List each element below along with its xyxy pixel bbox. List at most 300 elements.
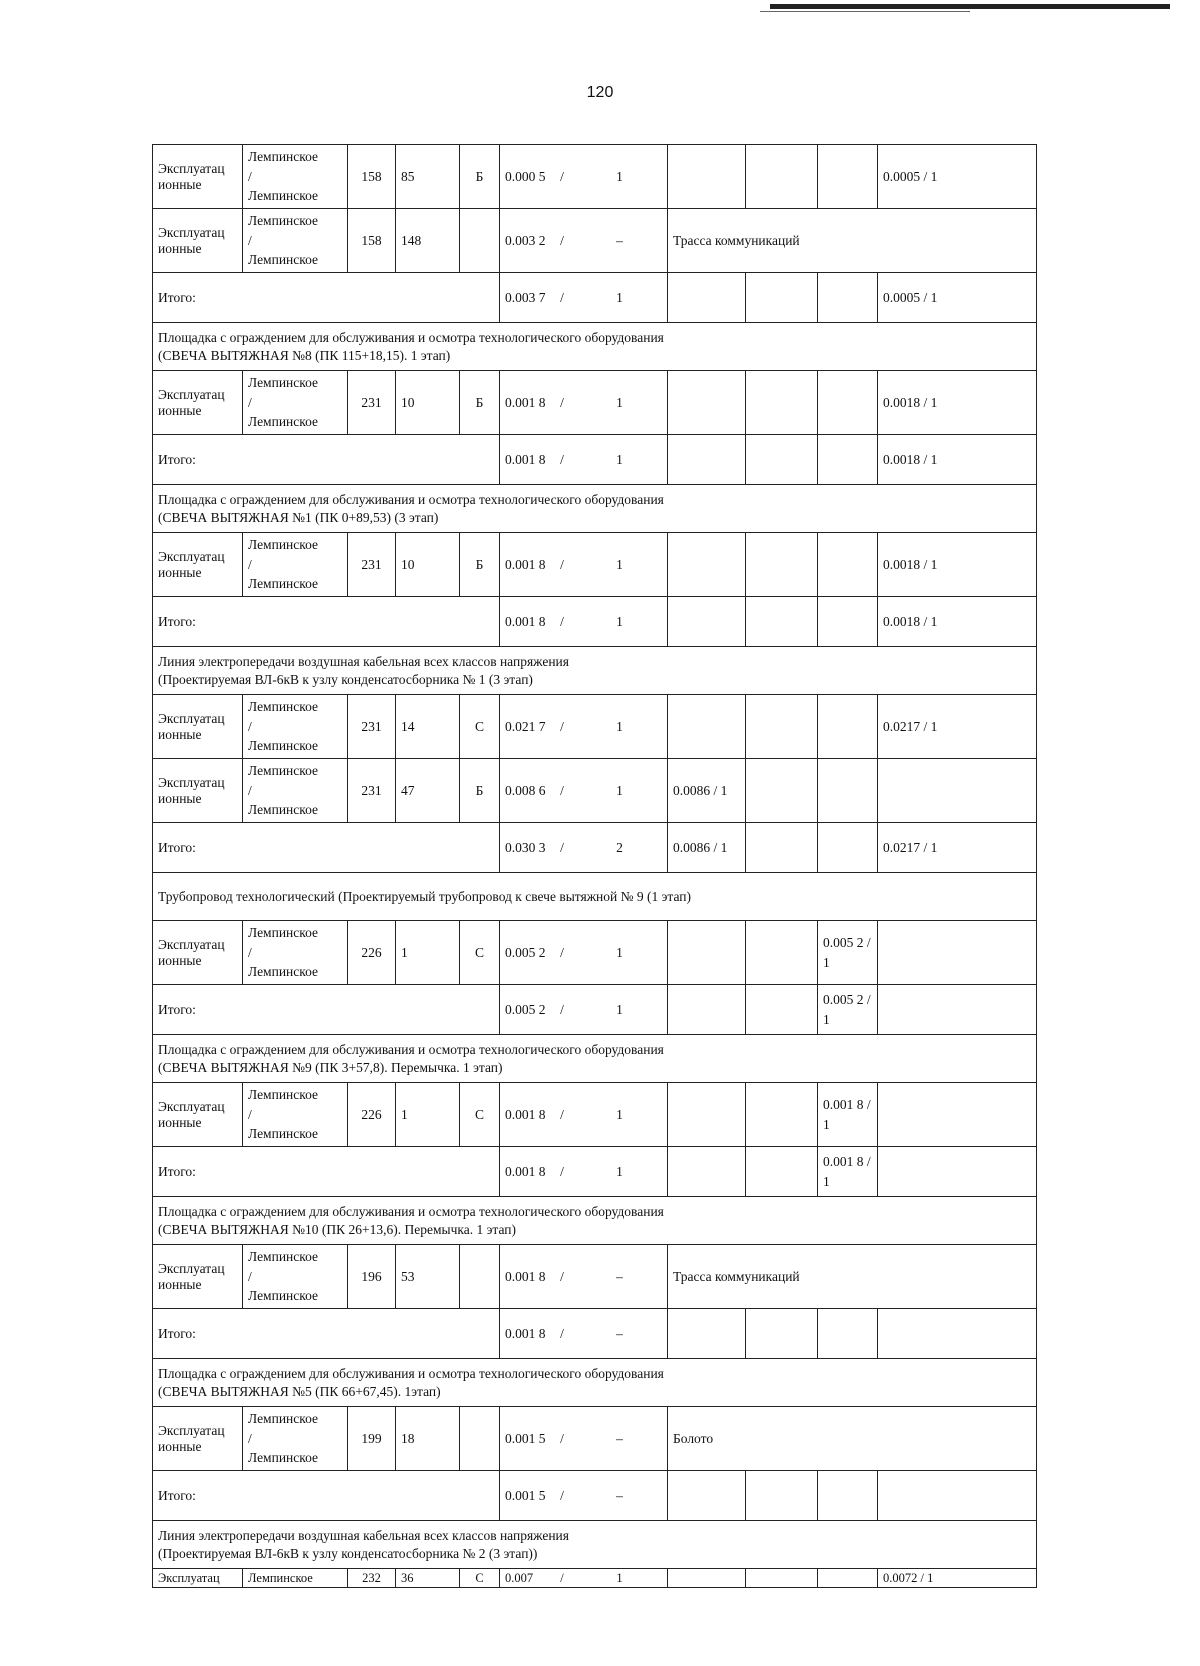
quantity-area: 0.007 bbox=[505, 1570, 534, 1585]
value-cell-c1 bbox=[668, 985, 746, 1035]
section-title-cell bbox=[153, 873, 1037, 921]
quantity-cell-content bbox=[505, 781, 662, 801]
value-cell-c3 bbox=[818, 371, 878, 435]
value-cell-c3 bbox=[818, 1569, 878, 1588]
quantity-cell-content bbox=[505, 393, 662, 413]
section-title-cell bbox=[153, 1521, 1037, 1569]
quantity-cell bbox=[500, 823, 668, 873]
district-separator: / bbox=[248, 168, 252, 184]
table-row bbox=[153, 533, 1037, 597]
value-cell-c1 bbox=[668, 371, 746, 435]
section-header-row bbox=[153, 873, 1037, 921]
district-bottom: Лемпинское bbox=[248, 964, 319, 980]
table-row bbox=[153, 371, 1037, 435]
district-cell bbox=[243, 921, 348, 985]
quantity-cell-content bbox=[505, 943, 662, 963]
value-cell-c1 bbox=[668, 1569, 746, 1588]
district-bottom: Лемпинское bbox=[248, 414, 319, 430]
quantity-count: – bbox=[616, 1487, 623, 1503]
value-text: 0.0005 / 1 bbox=[883, 289, 938, 305]
section-title-line1: Площадка с ограждением для обслуживания и осмотра технологического оборудования bbox=[158, 1365, 664, 1381]
quantity-cell bbox=[500, 759, 668, 823]
value-text: 0.0217 / 1 bbox=[883, 718, 938, 734]
total-label: Итого: bbox=[153, 273, 500, 323]
district-stack bbox=[248, 1085, 342, 1144]
section-header-row bbox=[153, 485, 1037, 533]
category-cell: Эксплуатац ионные bbox=[153, 533, 243, 597]
district-cell bbox=[243, 1245, 348, 1309]
group-cell: Б bbox=[460, 371, 500, 435]
kvartal-cell: 158 bbox=[348, 209, 396, 273]
district-cell bbox=[243, 371, 348, 435]
quantity-separator: / bbox=[560, 1001, 564, 1017]
section-title-line2: (Проектируемая ВЛ-6кВ к узлу конденсатосборника № 2 (3 этап)) bbox=[158, 1545, 538, 1561]
kvartal-cell: 231 bbox=[348, 695, 396, 759]
value-cell-c2 bbox=[746, 273, 818, 323]
value-cell-c3 bbox=[818, 759, 878, 823]
section-title-cell bbox=[153, 1035, 1037, 1083]
category-cell: Эксплуатац ионные bbox=[153, 1245, 243, 1309]
district-top: Лемпинское bbox=[248, 375, 319, 391]
quantity-count: 1 bbox=[616, 1163, 623, 1179]
section-title-cell bbox=[153, 323, 1037, 371]
value-text: 0.0072 / 1 bbox=[883, 1571, 934, 1585]
kvartal-cell: 226 bbox=[348, 1083, 396, 1147]
district-stack bbox=[248, 697, 342, 756]
district-separator: / bbox=[248, 782, 252, 798]
district-top: Лемпинское bbox=[248, 925, 319, 941]
group-cell: Б bbox=[460, 145, 500, 209]
page-number: 120 bbox=[586, 84, 614, 101]
note-cell: Трасса коммуникаций bbox=[668, 209, 1037, 273]
vydel-cell: 1 bbox=[396, 921, 460, 985]
section-title-cell bbox=[153, 1197, 1037, 1245]
section-title-line2: (СВЕЧА ВЫТЯЖНАЯ №8 (ПК 115+18,15). 1 этап) bbox=[158, 347, 451, 363]
district-cell bbox=[243, 145, 348, 209]
section-title-line1: Площадка с ограждением для обслуживания и осмотра технологического оборудования bbox=[158, 491, 664, 507]
group-cell bbox=[460, 1245, 500, 1309]
total-row bbox=[153, 597, 1037, 647]
quantity-cell-content bbox=[505, 555, 662, 575]
value-cell-c2 bbox=[746, 695, 818, 759]
quantity-count: 1 bbox=[616, 613, 623, 629]
quantity-area: 0.001 8 bbox=[505, 1163, 546, 1179]
table-container bbox=[152, 144, 1036, 1588]
table-row bbox=[153, 145, 1037, 209]
category-cell: Эксплуатац ионные bbox=[153, 1083, 243, 1147]
quantity-area: 0.001 8 bbox=[505, 1325, 546, 1341]
quantity-cell-content bbox=[505, 288, 662, 308]
quantity-area: 0.001 8 bbox=[505, 1268, 546, 1284]
total-row bbox=[153, 985, 1037, 1035]
quantity-cell bbox=[500, 533, 668, 597]
quantity-count: 1 bbox=[616, 718, 623, 734]
district-top: Лемпинское bbox=[248, 537, 319, 553]
value-cell-c4 bbox=[878, 1569, 1037, 1588]
quantity-cell-content bbox=[505, 450, 662, 470]
quantity-cell-content bbox=[505, 1162, 662, 1182]
note-cell: Болото bbox=[668, 1407, 1037, 1471]
district-separator: / bbox=[248, 232, 252, 248]
kvartal-cell: 199 bbox=[348, 1407, 396, 1471]
quantity-cell bbox=[500, 1083, 668, 1147]
value-cell-c2 bbox=[746, 1569, 818, 1588]
note-cell: Трасса коммуникаций bbox=[668, 1245, 1037, 1309]
value-cell-c3 bbox=[818, 273, 878, 323]
value-cell-c3 bbox=[818, 985, 878, 1035]
quantity-count: – bbox=[616, 1430, 623, 1446]
kvartal-cell: 196 bbox=[348, 1245, 396, 1309]
district-cell bbox=[243, 759, 348, 823]
quantity-area: 0.003 2 bbox=[505, 232, 546, 248]
district-cell bbox=[243, 1407, 348, 1471]
quantity-count: 1 bbox=[616, 289, 623, 305]
value-cell-c2 bbox=[746, 985, 818, 1035]
district-top: Лемпинское bbox=[248, 1249, 319, 1265]
vydel-cell: 148 bbox=[396, 209, 460, 273]
value-cell-c1 bbox=[668, 597, 746, 647]
value-cell-c1 bbox=[668, 1147, 746, 1197]
quantity-cell-content bbox=[505, 838, 662, 858]
section-title-line1: Линия электропередачи воздушная кабельная всех классов напряжения bbox=[158, 653, 569, 669]
value-text: 0.001 8 / 1 bbox=[823, 1153, 871, 1189]
value-cell-c1 bbox=[668, 695, 746, 759]
value-cell-c3 bbox=[818, 435, 878, 485]
district-top: Лемпинское bbox=[248, 699, 319, 715]
section-title-line2: (СВЕЧА ВЫТЯЖНАЯ №9 (ПК 3+57,8). Перемычка. 1 этап) bbox=[158, 1059, 503, 1075]
value-text: 0.001 8 / 1 bbox=[823, 1096, 871, 1132]
quantity-separator: / bbox=[560, 451, 564, 467]
quantity-cell bbox=[500, 1569, 668, 1588]
quantity-area: 0.001 8 bbox=[505, 556, 546, 572]
quantity-separator: / bbox=[560, 944, 564, 960]
quantity-area: 0.021 7 bbox=[505, 718, 546, 734]
value-cell-c4 bbox=[878, 823, 1037, 873]
quantity-area: 0.001 8 bbox=[505, 451, 546, 467]
value-cell-c3 bbox=[818, 695, 878, 759]
quantity-cell-content bbox=[505, 1572, 662, 1585]
kvartal-cell: 226 bbox=[348, 921, 396, 985]
table-row bbox=[153, 209, 1037, 273]
category-cell: Эксплуатац ионные bbox=[153, 759, 243, 823]
value-text: 0.0086 / 1 bbox=[673, 782, 728, 798]
quantity-area: 0.000 5 bbox=[505, 168, 546, 184]
quantity-separator: / bbox=[560, 613, 564, 629]
quantity-count: 2 bbox=[616, 839, 623, 855]
district-separator: / bbox=[248, 556, 252, 572]
quantity-count: 1 bbox=[616, 1001, 623, 1017]
value-cell-c4 bbox=[878, 1471, 1037, 1521]
value-cell-c2 bbox=[746, 759, 818, 823]
district-bottom: Лемпинское bbox=[248, 1126, 319, 1142]
quantity-cell bbox=[500, 1309, 668, 1359]
section-header-row bbox=[153, 323, 1037, 371]
district-stack bbox=[248, 535, 342, 594]
section-title-line1: Площадка с ограждением для обслуживания и осмотра технологического оборудования bbox=[158, 329, 664, 345]
total-row bbox=[153, 435, 1037, 485]
category-cell: Эксплуатац ионные bbox=[153, 371, 243, 435]
kvartal-cell: 231 bbox=[348, 371, 396, 435]
value-cell-c2 bbox=[746, 823, 818, 873]
quantity-count: 1 bbox=[616, 556, 623, 572]
district-cell bbox=[243, 1083, 348, 1147]
value-text: 0.0018 / 1 bbox=[883, 613, 938, 629]
total-row bbox=[153, 1147, 1037, 1197]
quantity-cell bbox=[500, 597, 668, 647]
quantity-count: 1 bbox=[616, 1106, 623, 1122]
quantity-cell-content bbox=[505, 1429, 662, 1449]
quantity-separator: / bbox=[560, 1570, 564, 1585]
quantity-area: 0.030 3 bbox=[505, 839, 546, 855]
value-cell-c4 bbox=[878, 1147, 1037, 1197]
value-cell-c1 bbox=[668, 145, 746, 209]
quantity-cell bbox=[500, 921, 668, 985]
table-row bbox=[153, 1083, 1037, 1147]
quantity-cell-content bbox=[505, 612, 662, 632]
quantity-area: 0.003 7 bbox=[505, 289, 546, 305]
quantity-cell-content bbox=[505, 717, 662, 737]
table-row bbox=[153, 1245, 1037, 1309]
value-cell-c2 bbox=[746, 1471, 818, 1521]
group-cell: Б bbox=[460, 759, 500, 823]
group-cell bbox=[460, 1407, 500, 1471]
value-cell-c3 bbox=[818, 533, 878, 597]
value-cell-c2 bbox=[746, 597, 818, 647]
vydel-cell: 10 bbox=[396, 371, 460, 435]
quantity-separator: / bbox=[560, 1430, 564, 1446]
value-cell-c3 bbox=[818, 823, 878, 873]
section-header-row bbox=[153, 647, 1037, 695]
value-cell-c1 bbox=[668, 533, 746, 597]
quantity-separator: / bbox=[560, 289, 564, 305]
value-cell-c1 bbox=[668, 759, 746, 823]
quantity-area: 0.001 5 bbox=[505, 1487, 546, 1503]
value-cell-c1 bbox=[668, 435, 746, 485]
quantity-cell bbox=[500, 1245, 668, 1309]
section-header-row bbox=[153, 1197, 1037, 1245]
vydel-cell: 14 bbox=[396, 695, 460, 759]
value-text: 0.0086 / 1 bbox=[673, 839, 728, 855]
section-title-line1: Линия электропередачи воздушная кабельная всех классов напряжения bbox=[158, 1527, 569, 1543]
quantity-cell bbox=[500, 209, 668, 273]
table-row bbox=[153, 921, 1037, 985]
quantity-separator: / bbox=[560, 556, 564, 572]
top-rule-thin bbox=[760, 11, 970, 12]
value-cell-c2 bbox=[746, 1083, 818, 1147]
land-plots-table bbox=[152, 144, 1037, 1588]
group-cell: С bbox=[460, 695, 500, 759]
value-cell-c3 bbox=[818, 921, 878, 985]
quantity-separator: / bbox=[560, 232, 564, 248]
value-cell-c1 bbox=[668, 1309, 746, 1359]
quantity-cell-content bbox=[505, 167, 662, 187]
value-cell-c3 bbox=[818, 145, 878, 209]
district-bottom: Лемпинское bbox=[248, 252, 319, 268]
quantity-count: 1 bbox=[616, 1570, 623, 1585]
quantity-count: 1 bbox=[616, 394, 623, 410]
value-cell-c2 bbox=[746, 435, 818, 485]
quantity-count: 1 bbox=[616, 782, 623, 798]
district-top: Лемпинское bbox=[248, 763, 319, 779]
category-cell: Эксплуатац bbox=[153, 1569, 243, 1588]
total-label: Итого: bbox=[153, 823, 500, 873]
category-cell: Эксплуатац ионные bbox=[153, 1407, 243, 1471]
kvartal-cell: 158 bbox=[348, 145, 396, 209]
total-label: Итого: bbox=[153, 597, 500, 647]
district-stack bbox=[248, 147, 342, 206]
district-top: Лемпинское bbox=[248, 1087, 319, 1103]
value-cell-c3 bbox=[818, 1147, 878, 1197]
district-cell: Лемпинское bbox=[243, 1569, 348, 1588]
quantity-cell bbox=[500, 145, 668, 209]
quantity-cell bbox=[500, 435, 668, 485]
district-bottom: Лемпинское bbox=[248, 802, 319, 818]
district-stack bbox=[248, 1247, 342, 1306]
category-cell: Эксплуатац ионные bbox=[153, 695, 243, 759]
district-separator: / bbox=[248, 1268, 252, 1284]
quantity-cell-content bbox=[505, 1105, 662, 1125]
quantity-cell-content bbox=[505, 231, 662, 251]
district-stack bbox=[248, 1409, 342, 1468]
value-cell-c4 bbox=[878, 695, 1037, 759]
district-bottom: Лемпинское bbox=[248, 576, 319, 592]
kvartal-cell: 232 bbox=[348, 1569, 396, 1588]
district-separator: / bbox=[248, 1430, 252, 1446]
category-cell: Эксплуатац ионные bbox=[153, 921, 243, 985]
district-separator: / bbox=[248, 1106, 252, 1122]
value-cell-c1 bbox=[668, 273, 746, 323]
group-cell bbox=[460, 209, 500, 273]
total-row bbox=[153, 273, 1037, 323]
district-separator: / bbox=[248, 944, 252, 960]
quantity-separator: / bbox=[560, 782, 564, 798]
value-cell-c2 bbox=[746, 371, 818, 435]
value-text: 0.0217 / 1 bbox=[883, 839, 938, 855]
quantity-area: 0.005 2 bbox=[505, 944, 546, 960]
section-header-row bbox=[153, 1359, 1037, 1407]
section-title-line2: (СВЕЧА ВЫТЯЖНАЯ №1 (ПК 0+89,53) (3 этап) bbox=[158, 509, 439, 525]
value-cell-c4 bbox=[878, 985, 1037, 1035]
quantity-area: 0.001 8 bbox=[505, 394, 546, 410]
district-bottom: Лемпинское bbox=[248, 1288, 319, 1304]
total-label: Итого: bbox=[153, 1309, 500, 1359]
district-cell bbox=[243, 533, 348, 597]
value-text: 0.0005 / 1 bbox=[883, 168, 938, 184]
district-stack bbox=[248, 373, 342, 432]
district-bottom: Лемпинское bbox=[248, 188, 319, 204]
value-cell-c1 bbox=[668, 1083, 746, 1147]
value-cell-c4 bbox=[878, 371, 1037, 435]
quantity-cell bbox=[500, 273, 668, 323]
value-cell-c4 bbox=[878, 145, 1037, 209]
quantity-separator: / bbox=[560, 394, 564, 410]
vydel-cell: 36 bbox=[396, 1569, 460, 1588]
district-separator: / bbox=[248, 718, 252, 734]
value-cell-c2 bbox=[746, 921, 818, 985]
total-label: Итого: bbox=[153, 985, 500, 1035]
quantity-cell bbox=[500, 1407, 668, 1471]
section-title-cell bbox=[153, 485, 1037, 533]
vydel-cell: 47 bbox=[396, 759, 460, 823]
table-row bbox=[153, 1407, 1037, 1471]
table-row bbox=[153, 695, 1037, 759]
quantity-area: 0.001 8 bbox=[505, 613, 546, 629]
total-label: Итого: bbox=[153, 435, 500, 485]
section-header-row bbox=[153, 1035, 1037, 1083]
section-title-line1: Площадка с ограждением для обслуживания и осмотра технологического оборудования bbox=[158, 1203, 664, 1219]
quantity-count: 1 bbox=[616, 944, 623, 960]
value-cell-c1 bbox=[668, 823, 746, 873]
total-row bbox=[153, 1471, 1037, 1521]
value-text: 0.005 2 / 1 bbox=[823, 934, 871, 970]
district-stack bbox=[248, 761, 342, 820]
quantity-cell-content bbox=[505, 1000, 662, 1020]
district-bottom: Лемпинское bbox=[248, 1450, 319, 1466]
section-header-row bbox=[153, 1521, 1037, 1569]
value-cell-c3 bbox=[818, 597, 878, 647]
quantity-cell bbox=[500, 371, 668, 435]
value-text: 0.0018 / 1 bbox=[883, 556, 938, 572]
district-stack bbox=[248, 923, 342, 982]
value-cell-c3 bbox=[818, 1083, 878, 1147]
district-separator: / bbox=[248, 394, 252, 410]
kvartal-cell: 231 bbox=[348, 759, 396, 823]
section-title-line1: Площадка с ограждением для обслуживания и осмотра технологического оборудования bbox=[158, 1041, 664, 1057]
quantity-cell-content bbox=[505, 1486, 662, 1506]
quantity-area: 0.001 5 bbox=[505, 1430, 546, 1446]
quantity-area: 0.001 8 bbox=[505, 1106, 546, 1122]
value-cell-c2 bbox=[746, 145, 818, 209]
quantity-count: 1 bbox=[616, 451, 623, 467]
vydel-cell: 10 bbox=[396, 533, 460, 597]
quantity-separator: / bbox=[560, 168, 564, 184]
section-title-line2: (Проектируемая ВЛ-6кВ к узлу конденсатосборника № 1 (3 этап) bbox=[158, 671, 533, 687]
total-label: Итого: bbox=[153, 1471, 500, 1521]
district-bottom: Лемпинское bbox=[248, 738, 319, 754]
total-label: Итого: bbox=[153, 1147, 500, 1197]
value-cell-c4 bbox=[878, 921, 1037, 985]
value-cell-c1 bbox=[668, 1471, 746, 1521]
quantity-separator: / bbox=[560, 1106, 564, 1122]
value-cell-c4 bbox=[878, 1083, 1037, 1147]
district-cell bbox=[243, 209, 348, 273]
value-cell-c2 bbox=[746, 1309, 818, 1359]
vydel-cell: 18 bbox=[396, 1407, 460, 1471]
quantity-cell bbox=[500, 1471, 668, 1521]
value-cell-c4 bbox=[878, 1309, 1037, 1359]
group-cell: С bbox=[460, 921, 500, 985]
kvartal-cell: 231 bbox=[348, 533, 396, 597]
value-cell-c2 bbox=[746, 1147, 818, 1197]
quantity-separator: / bbox=[560, 839, 564, 855]
value-cell-c3 bbox=[818, 1471, 878, 1521]
quantity-area: 0.005 2 bbox=[505, 1001, 546, 1017]
vydel-cell: 85 bbox=[396, 145, 460, 209]
section-title-line2: (СВЕЧА ВЫТЯЖНАЯ №5 (ПК 66+67,45). 1этап) bbox=[158, 1383, 441, 1399]
value-cell-c4 bbox=[878, 759, 1037, 823]
quantity-cell bbox=[500, 695, 668, 759]
total-row bbox=[153, 1309, 1037, 1359]
vydel-cell: 53 bbox=[396, 1245, 460, 1309]
quantity-count: – bbox=[616, 1325, 623, 1341]
total-row bbox=[153, 823, 1037, 873]
vydel-cell: 1 bbox=[396, 1083, 460, 1147]
quantity-separator: / bbox=[560, 1487, 564, 1503]
quantity-separator: / bbox=[560, 718, 564, 734]
table-row bbox=[153, 759, 1037, 823]
group-cell: Б bbox=[460, 533, 500, 597]
table-row bbox=[153, 1569, 1037, 1588]
